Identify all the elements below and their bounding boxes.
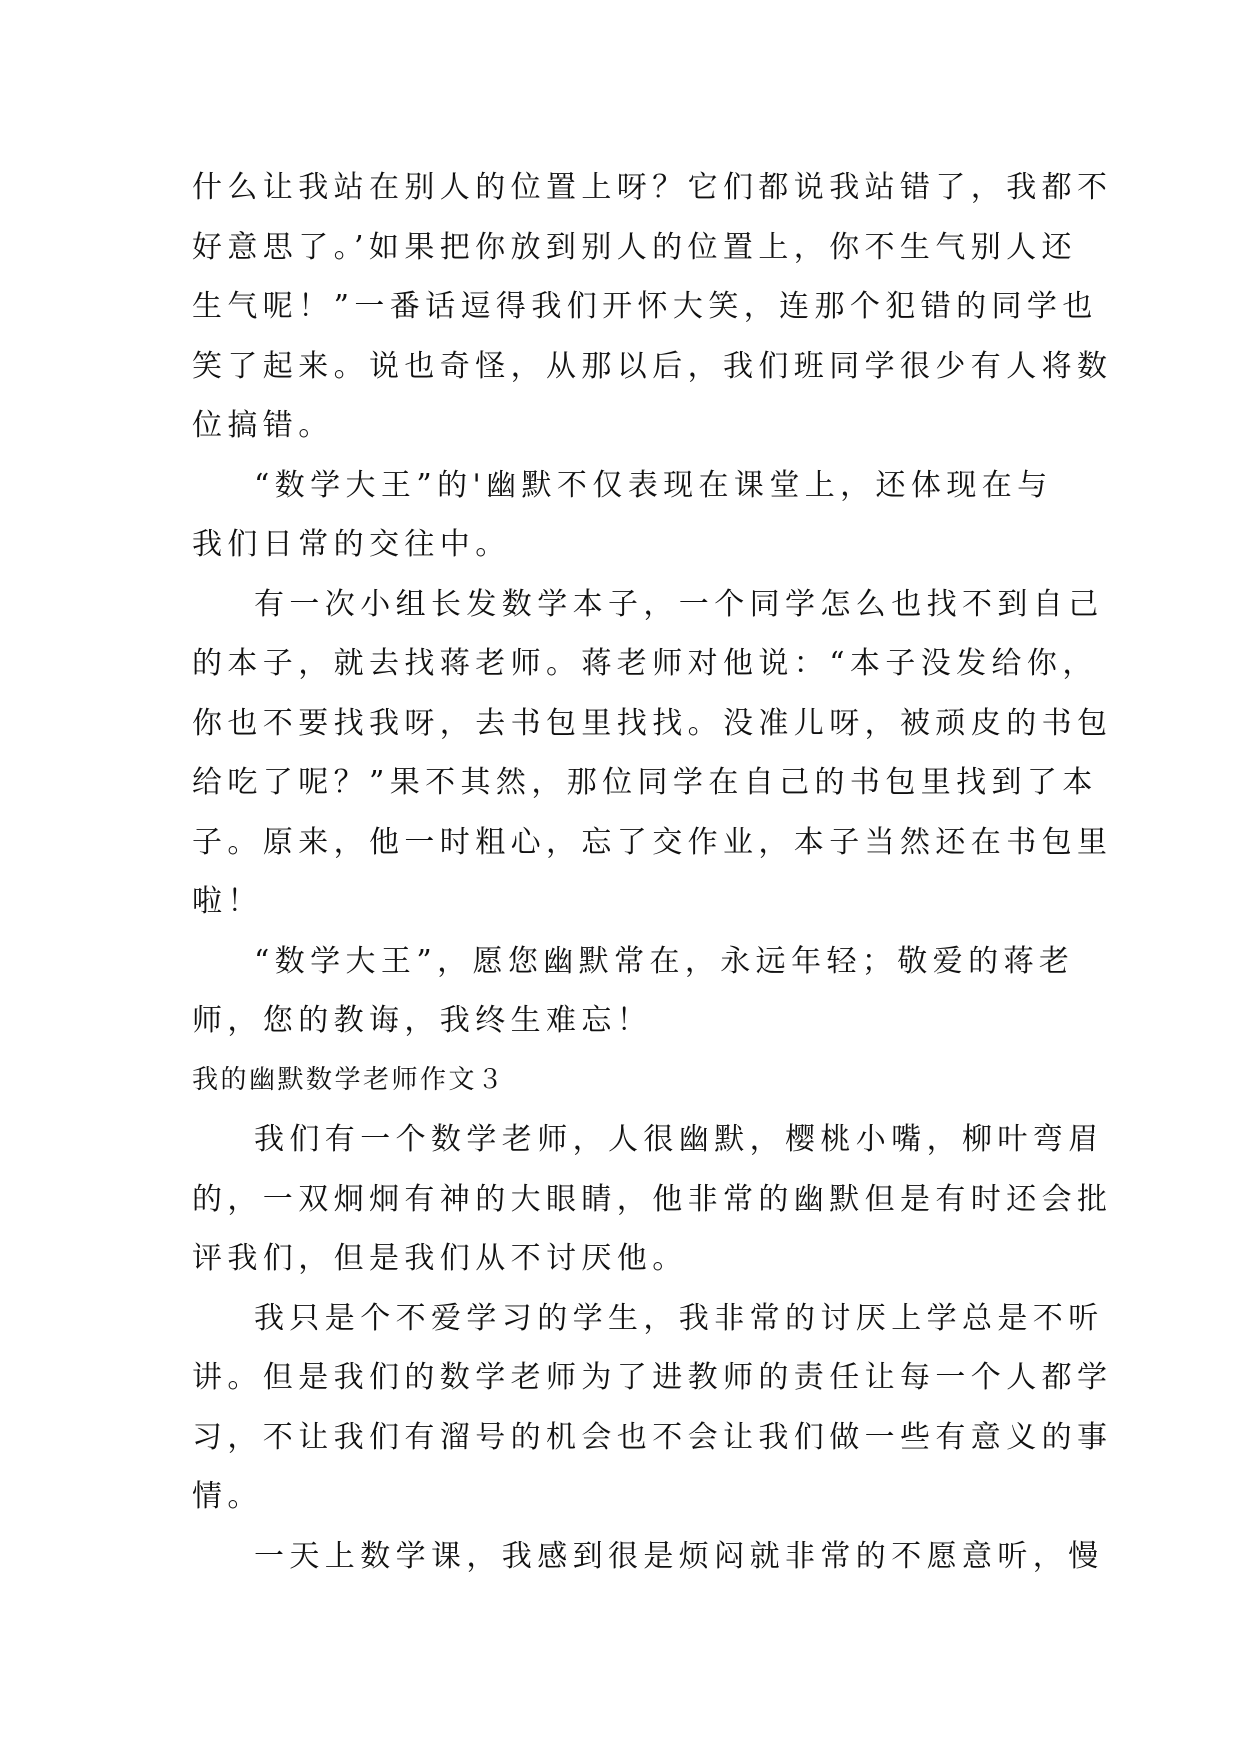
- text-line: 你也不要找我呀，去书包里找找。没准儿呀，被顽皮的书包: [192, 705, 1113, 741]
- text-line: 讲。但是我们的数学老师为了进教师的责任让每一个人都学: [192, 1360, 1113, 1395]
- text-line: 生气呢！”一番话逗得我们开怀大笑，连那个犯错的同学也: [192, 289, 1098, 324]
- text-line: 习，不让我们有溜号的机会也不会让我们做一些有意义的事: [192, 1419, 1113, 1455]
- text-line: 啦！: [192, 884, 263, 919]
- text-line: 的，一双炯炯有神的大眼睛，他非常的幽默但是有时还会批: [192, 1181, 1113, 1217]
- text-line: 有一次小组长发数学本子，一个同学怎么也找不到自己: [254, 586, 1104, 622]
- text-line: 子。原来，他一时粗心，忘了交作业，本子当然还在书包里: [192, 824, 1113, 860]
- text-line: 笑了起来。说也奇怪，从那以后，我们班同学很少有人将数: [192, 348, 1113, 384]
- document-page: [192, 158, 1113, 1586]
- text-line: 一天上数学课，我感到很是烦闷就非常的不愿意听，慢: [254, 1538, 1104, 1574]
- text-line: 评我们，但是我们从不讨厌他。: [192, 1241, 688, 1276]
- section-heading: 我的幽默数学老师作文３: [192, 1064, 506, 1095]
- text-line: 师，您的教诲，我终生难忘！: [192, 1003, 653, 1038]
- text-line: “数学大王”的'幽默不仅表现在课堂上，还体现在与: [254, 467, 1053, 503]
- text-line: 位搞错。: [192, 408, 334, 443]
- text-line: 我们有一个数学老师，人很幽默，樱桃小嘴，柳叶弯眉: [254, 1122, 1104, 1157]
- text-line: “数学大王”，愿您幽默常在，永远年轻；敬爱的蒋老: [254, 943, 1075, 979]
- text-line: 我只是个不爱学习的学生，我非常的讨厌上学总是不听: [254, 1300, 1104, 1336]
- text-line: 我们日常的交往中。: [192, 527, 511, 562]
- text-line: 什么让我站在别人的位置上呀？它们都说我站错了，我都不: [192, 170, 1113, 205]
- text-line: 的本子，就去找蒋老师。蒋老师对他说：“本子没发给你，: [192, 646, 1098, 681]
- text-line: 给吃了呢？”果不其然，那位同学在自己的书包里找到了本: [192, 765, 1098, 800]
- text-line: 情。: [192, 1479, 263, 1514]
- text-line: 好意思了。’如果把你放到别人的位置上，你不生气别人还: [192, 229, 1077, 265]
